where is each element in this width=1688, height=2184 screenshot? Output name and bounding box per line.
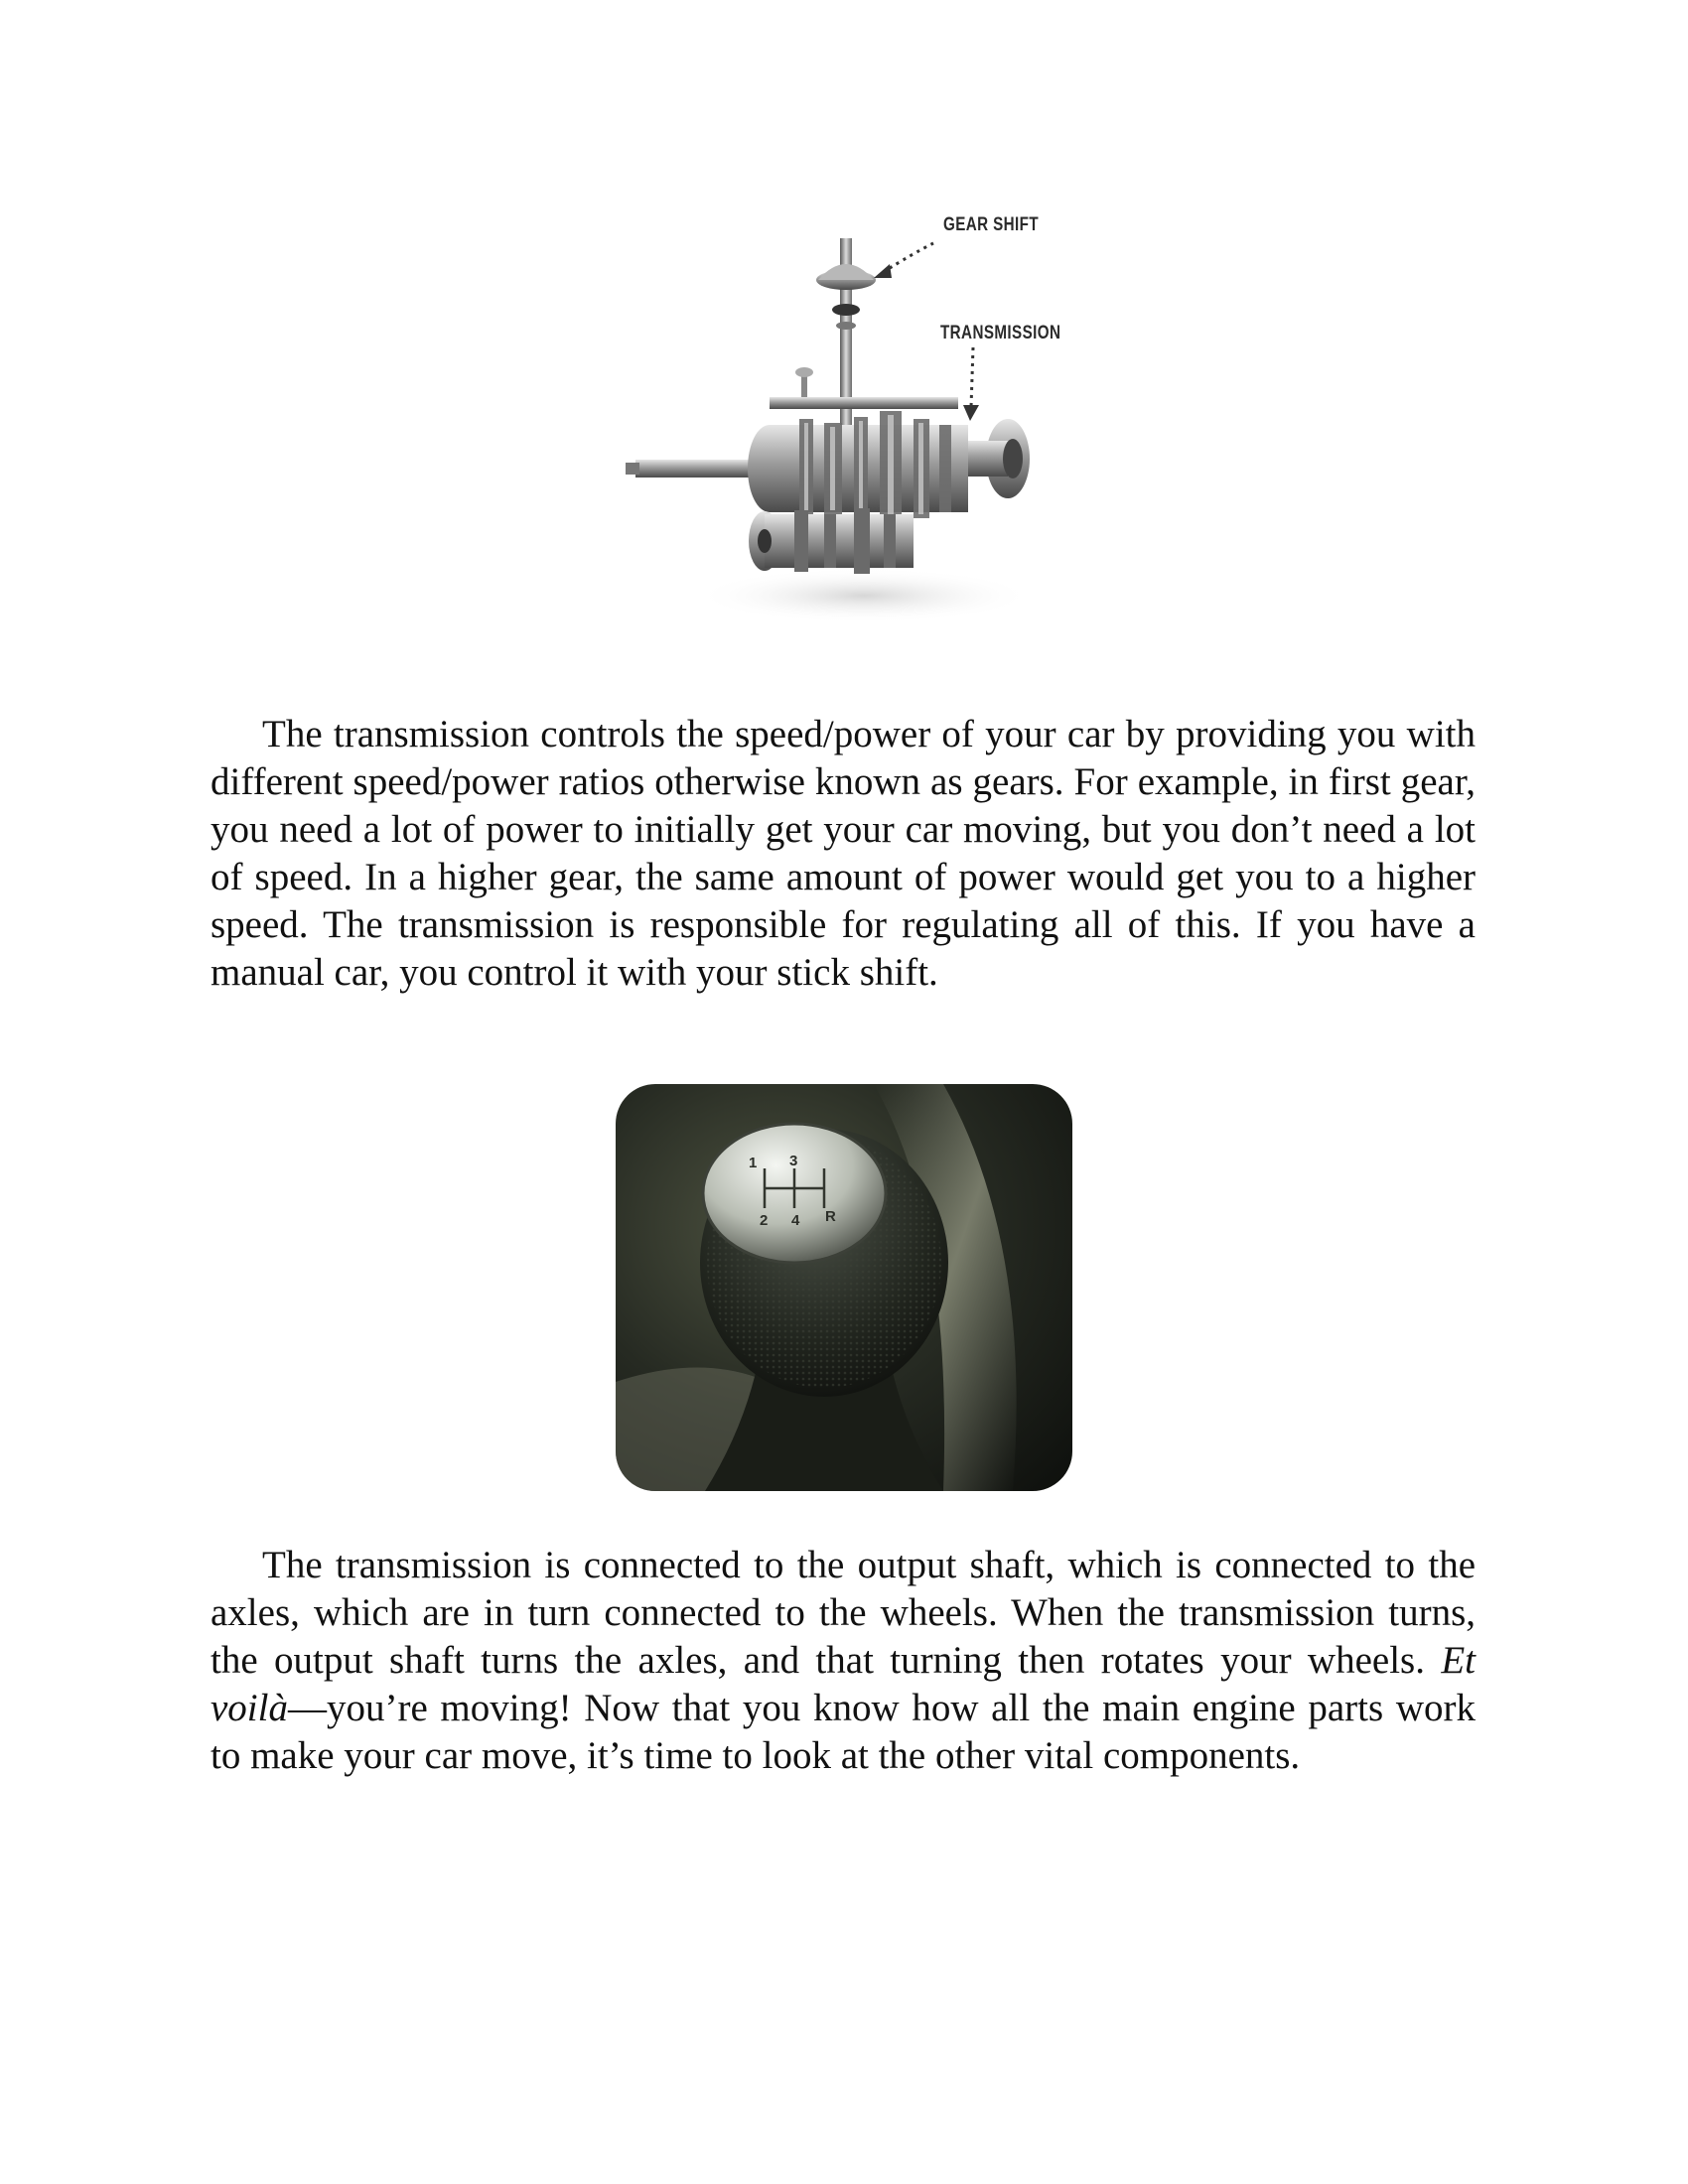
transmission-drawing — [616, 199, 1092, 635]
transmission-label: TRANSMISSION — [940, 323, 1061, 343]
knob-number-2: 2 — [760, 1212, 769, 1229]
knob-number-1: 1 — [749, 1155, 758, 1171]
knob-number-3: 3 — [789, 1153, 798, 1169]
gear-knob-photo — [616, 1084, 1072, 1491]
knob-number-4: 4 — [791, 1212, 800, 1229]
knob-number-r: R — [825, 1208, 836, 1225]
gear-knob-drawing — [616, 1084, 1072, 1491]
paragraph-transmission-gears: The transmission controls the speed/power of your car by providing you with different speed/power ratios otherwise known as gears. For example, in first gear, you need a lot of power to initially get your car moving, but you don’t need a lot of speed. In a higher gear, the same amount of power would get you to a higher speed. The transmission is responsible for regulating all of this. If you have a manual car, you control it with your stick shift. — [211, 713, 1476, 994]
paragraph-output-shaft — [211, 1542, 1476, 1780]
gear-shift-label: GEAR SHIFT — [943, 214, 1040, 235]
paragraph-2-text-b: —you’re moving! Now that you know how all the main engine parts work to make your car move, it’s time to look at the other vital components. — [211, 1687, 1476, 1777]
paragraph-2-text-a: The transmission is connected to the output shaft, which is connected to the axles, which are in turn connected to the wheels. When the transmission turns, the output shaft turns the axles, and that turning then rotates your wheels. — [211, 1544, 1476, 1682]
transmission-illustration — [616, 199, 1092, 635]
paragraph-2-italic-phrase: Et voilà — [211, 1639, 1476, 1729]
